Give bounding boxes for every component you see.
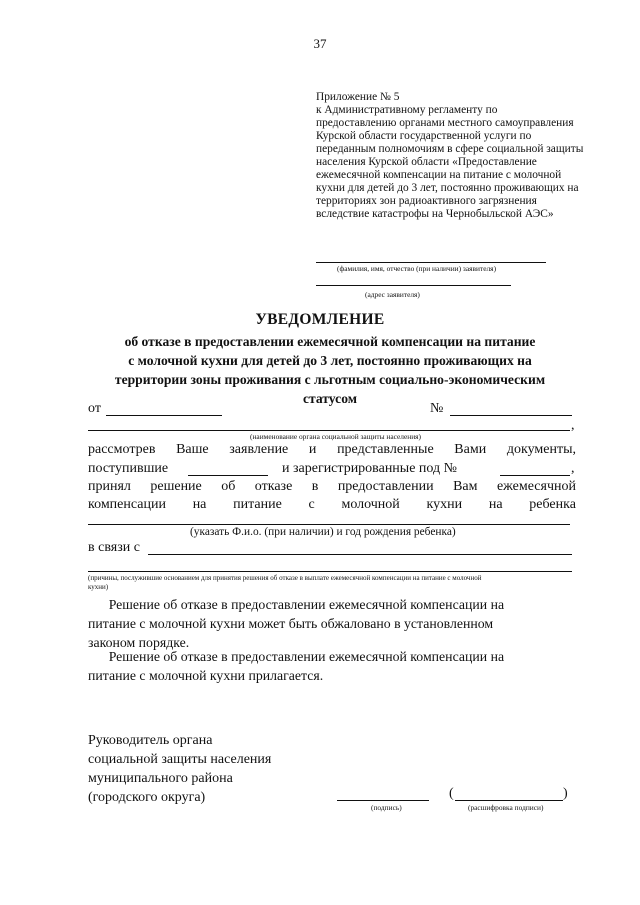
signature-field-line[interactable] xyxy=(337,800,429,801)
decode-field-line[interactable] xyxy=(455,800,563,801)
received-date-line[interactable] xyxy=(188,475,268,476)
subtitle-line: с молочной кухни для детей до 3 лет, постоянно проживающих на xyxy=(128,353,532,368)
word: принял xyxy=(88,479,131,494)
appendix-line: Курской области государственной услуги по xyxy=(316,130,532,142)
word: и xyxy=(308,442,317,457)
paragraph-line: Решение об отказе в предоставлении ежемесячной компенсации на xyxy=(88,649,505,664)
signatory-line: (городского округа) xyxy=(88,790,206,805)
decode-close-paren: ) xyxy=(563,786,568,801)
word: ежемесячной xyxy=(496,479,576,494)
word: питание xyxy=(233,497,282,512)
notice-title: УВЕДОМЛЕНИЕ xyxy=(255,311,385,328)
word: компенсации xyxy=(88,497,166,512)
word: на xyxy=(488,497,503,512)
signatory-line: социальной защиты населения xyxy=(88,752,272,767)
word: Вами xyxy=(454,442,487,457)
word: Вам xyxy=(453,479,478,494)
appendix-line: ежемесячной компенсации на питание с молочной xyxy=(316,169,562,181)
organization-caption: (наименование органа социальной защиты населения) xyxy=(250,432,422,441)
signature-caption: (подпись) xyxy=(371,803,402,812)
reason-field-line[interactable] xyxy=(148,554,572,555)
organization-field-line[interactable] xyxy=(88,430,570,431)
word: об xyxy=(221,479,236,494)
word: Ваше xyxy=(176,442,209,457)
from-label: от xyxy=(88,401,101,416)
word: кухни xyxy=(426,497,463,512)
body-line-4 xyxy=(88,497,576,513)
appendix-line: населения Курской области «Предоставление xyxy=(316,156,537,168)
paragraph-line: питание с молочной кухни прилагается. xyxy=(88,668,324,683)
word: молочной xyxy=(341,497,400,512)
reasons-caption-cont: кухни) xyxy=(88,583,109,591)
body-line-3 xyxy=(88,479,576,495)
subtitle-line: территории зоны проживания с льготным социально-экономическим xyxy=(114,372,546,387)
word: в xyxy=(311,479,319,494)
registered-label: и зарегистрированные под № xyxy=(282,461,457,476)
paragraph-line: законом порядке. xyxy=(88,635,190,650)
signatory-line: муниципального района xyxy=(88,771,233,786)
word: отказе xyxy=(254,479,293,494)
applicant-name-caption: (фамилия, имя, отчество (при наличии) заявителя) xyxy=(337,264,497,273)
subtitle-line: об отказе в предоставлении ежемесячной компенсации на питание xyxy=(124,334,536,349)
applicant-name-line[interactable] xyxy=(316,262,546,263)
word: решение xyxy=(150,479,202,494)
child-caption: (указать Ф.и.о. (при наличии) и год рождения ребенка) xyxy=(190,526,456,538)
appendix-line: кухни для детей до 3 лет, постоянно проживающих на xyxy=(316,182,579,194)
word: ребенка xyxy=(529,497,576,512)
applicant-address-line[interactable] xyxy=(316,285,511,286)
word: представленные xyxy=(337,442,434,457)
reasons-caption: (причины, послужившие основанием для принятия решения об отказе в выплате ежемесячной компенсации на питание с молочной xyxy=(88,574,482,582)
word: рассмотрев xyxy=(88,442,156,457)
appendix-line: переданным полномочиям в сфере социальной защиты xyxy=(316,143,584,155)
paragraph-line: питание с молочной кухни может быть обжаловано в установленном xyxy=(88,616,494,631)
number-field-line[interactable] xyxy=(450,415,572,416)
signatory-block xyxy=(88,731,271,807)
appendix-line: к Административному регламенту по xyxy=(316,104,498,116)
child-field-line[interactable] xyxy=(88,524,570,525)
received-label: поступившие xyxy=(88,461,169,476)
applicant-address-caption: (адрес заявителя) xyxy=(365,290,420,299)
decode-open-paren: ( xyxy=(449,786,454,801)
appendix-line: территориях зон радиоактивного загрязнения xyxy=(316,195,537,207)
attached-paragraph xyxy=(88,647,576,685)
decode-caption: (расшифровка подписи) xyxy=(468,803,544,812)
paragraph-line: Решение об отказе в предоставлении ежемесячной компенсации на xyxy=(88,597,505,612)
due-label: в связи с xyxy=(88,540,140,555)
reason-field-line-2[interactable] xyxy=(88,571,572,572)
notice-subtitle xyxy=(60,332,600,408)
appendix-header xyxy=(316,91,606,221)
registered-number-line[interactable] xyxy=(500,475,570,476)
appeal-paragraph xyxy=(88,595,576,652)
page-number: 37 xyxy=(313,36,327,51)
word: с xyxy=(308,497,315,512)
body-line-1 xyxy=(88,442,576,458)
subtitle-line: статусом xyxy=(302,391,358,406)
signatory-line: Руководитель органа xyxy=(88,733,213,748)
registered-comma: , xyxy=(571,461,575,476)
word: на xyxy=(192,497,207,512)
appendix-line: Приложение № 5 xyxy=(316,91,400,103)
organization-comma: , xyxy=(571,418,575,433)
appendix-line: предоставлению органами местного самоуправления xyxy=(316,117,574,129)
word: документы, xyxy=(506,442,576,457)
word: предоставлении xyxy=(337,479,434,494)
appendix-line: вследствие катастрофы на Чернобыльской АЭС» xyxy=(316,208,554,220)
date-field-line[interactable] xyxy=(106,415,222,416)
number-label: № xyxy=(430,401,444,416)
word: заявление xyxy=(229,442,289,457)
